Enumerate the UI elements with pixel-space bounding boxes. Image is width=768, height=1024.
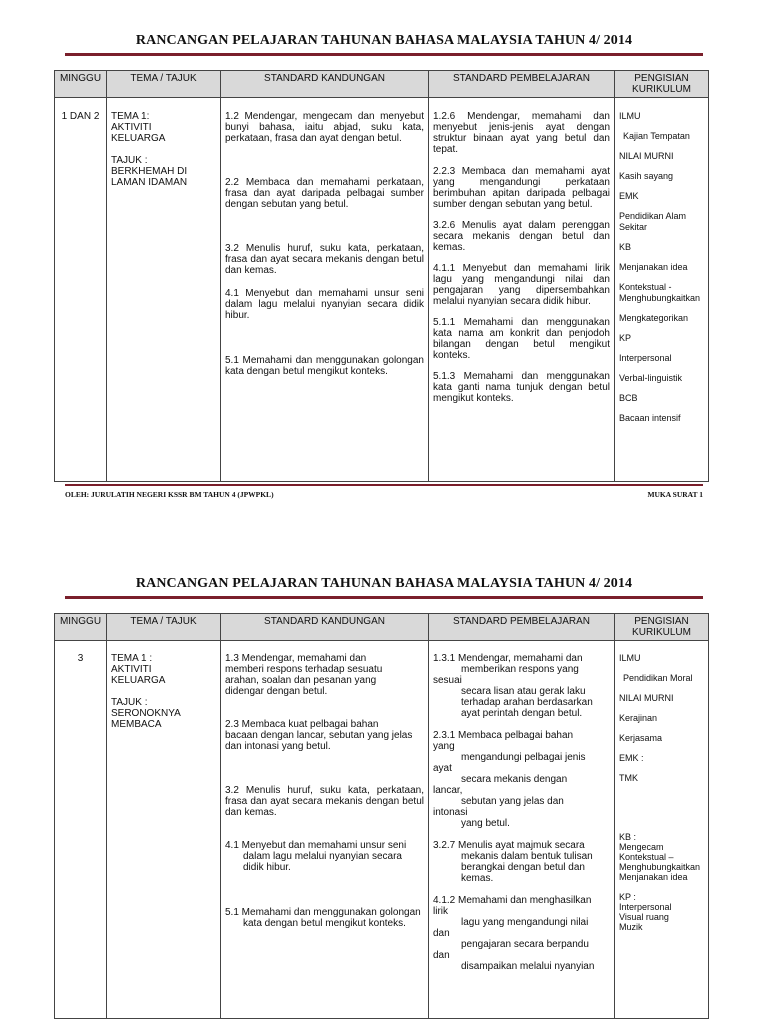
kandungan-item: 1.3 Mendengar, memahami dan memberi respons terhadap sesuatu arahan, soalan dan pesanan yang didengar dengan betul. (225, 653, 383, 697)
pengisian-cell (615, 98, 709, 482)
minggu-cell: 1 DAN 2 (55, 98, 107, 482)
kandungan-item: 5.1 Memahami dan menggunakan golongan kata dengan betul mengikut konteks. (225, 355, 424, 377)
pembelajaran-line: ayat perintah dengan betul. (461, 708, 583, 719)
tema-label: TEMA 1 : (111, 653, 153, 664)
pengisian-item: NILAI MURNI (619, 693, 674, 703)
kandungan-item: 3.2 Menulis huruf, suku kata, perkataan, frasa dan ayat secara mekanis dengan betul dan kemas. (225, 785, 424, 818)
pengisian-item: EMK (619, 191, 639, 201)
tema-line: KELUARGA (111, 133, 166, 144)
page1-footer (65, 490, 703, 499)
pengisian-item: Visual ruang (619, 912, 669, 922)
pengisian-item: Bacaan intensif (619, 413, 681, 423)
tema-cell (107, 641, 221, 1019)
pengisian-item: Mengkategorikan (619, 313, 689, 323)
pembelajaran-line: sesuai (433, 675, 462, 686)
pengisian-item: ILMU (619, 653, 641, 663)
pembelajaran-item (433, 895, 610, 972)
pembelajaran-line: 1.3.1 Mendengar, memahami dan (433, 653, 583, 664)
page1-footer-rule (65, 484, 703, 486)
pengisian-item: Interpersonal (619, 353, 672, 363)
pengisian-item: Kajian Tempatan (623, 131, 690, 141)
pembelajaran-item (433, 840, 610, 884)
tema-cell (107, 98, 221, 482)
pembelajaran-line: lancar, (433, 785, 463, 796)
col-header-tema: TEMA / TAJUK (107, 71, 221, 98)
tema-line: KELUARGA (111, 675, 166, 686)
page-number: MUKA SURAT 1 (647, 490, 703, 499)
tajuk-label: TAJUK : (111, 155, 148, 166)
pembelajaran-item: 2.2.3 Membaca dan memahami ayat yang mengandungi perkataan berimbuhan apitan daripada pelbagai sumber dengan sebutan yang betul. (433, 166, 610, 210)
pembelajaran-line: memberikan respons yang (461, 664, 579, 675)
pengisian-item: KP : (619, 892, 636, 902)
kandungan-cell (221, 98, 429, 482)
pengisian-item: ILMU (619, 111, 641, 121)
kandungan-item-cont: kata dengan betul mengikut konteks. (243, 918, 406, 929)
pembelajaran-cell (429, 641, 615, 1019)
col-header-tema: TEMA / TAJUK (107, 614, 221, 641)
pengisian-item: Menghubungkaitkan (619, 862, 701, 872)
tajuk-line: LAMAN IDAMAN (111, 177, 188, 188)
pembelajaran-item: 4.1.1 Menyebut dan memahami lirik lagu yang mengandungi nilai dan pengajaran yang dipersembahkan melalui nyanyian secara didik hibur. (433, 263, 610, 307)
pembelajaran-item: 3.2.6 Menulis ayat dalam perenggan secara mekanis dengan betul dan kemas. (433, 220, 610, 253)
kandungan-item: 2.2 Membaca dan memahami perkataan, frasa dan ayat daripada pelbagai sumber dengan sebutan yang betul. (225, 177, 424, 210)
kandungan-item: 2.3 Membaca kuat pelbagai bahan bacaan dengan lancar, sebutan yang jelas dan intonasi yang betul. (225, 719, 413, 752)
pengisian-item: KB : (619, 832, 637, 842)
pembelajaran-line: yang betul. (461, 818, 510, 829)
pembelajaran-item (433, 730, 610, 829)
col-header-kandungan: STANDARD KANDUNGAN (221, 71, 429, 98)
pembelajaran-line: mekanis dalam bentuk tulisan (461, 851, 593, 862)
page1-row (55, 98, 709, 482)
pembelajaran-cell (429, 98, 615, 482)
pembelajaran-line: mengandungi pelbagai jenis (461, 752, 586, 763)
page1-header-row (55, 71, 709, 98)
pengisian-item: Mengecam (619, 842, 664, 852)
tajuk-line: SERONOKNYA (111, 708, 181, 719)
pengisian-item: Menjanakan idea (619, 262, 688, 272)
pembelajaran-line: berangkai dengan betul dan (461, 862, 585, 873)
page2-header-row (55, 614, 709, 641)
pembelajaran-line: 4.1.2 Memahami dan menghasilkan (433, 895, 592, 906)
pengisian-item: Kontekstual – (619, 852, 674, 862)
tema-line: AKTIVITI (111, 664, 152, 675)
tajuk-line: MEMBACA (111, 719, 162, 730)
pembelajaran-line: disampaikan melalui nyanyian (461, 961, 595, 972)
pembelajaran-item (433, 653, 610, 719)
pengisian-kb-block (619, 832, 704, 932)
col-header-pembelajaran: STANDARD PEMBELAJARAN (429, 71, 615, 98)
pembelajaran-item: 5.1.1 Memahami dan menggunakan kata nama am konkrit dan penjodoh bilangan dengan betul mengikut konteks. (433, 317, 610, 361)
pengisian-item: Kontekstual -Menghubungkaitkan (619, 282, 701, 303)
pembelajaran-line: dan (433, 928, 450, 939)
col-header-minggu: MINGGU (55, 614, 107, 641)
pembelajaran-line: lirik (433, 906, 448, 917)
pengisian-item: Muzik (619, 922, 643, 932)
pembelajaran-line: secara lisan atau gerak laku (461, 686, 586, 697)
pembelajaran-line: 2.3.1 Membaca pelbagai bahan (433, 730, 574, 741)
page1-title: RANCANGAN PELAJARAN TAHUNAN BAHASA MALAYSIA TAHUN 4/ 2014 (135, 33, 633, 48)
kandungan-item: 3.2 Menulis huruf, suku kata, perkataan, frasa dan ayat secara mekanis dengan betul dan kemas. (225, 243, 424, 276)
pembelajaran-line: kemas. (461, 873, 494, 884)
kandungan-item: 4.1 Menyebut dan memahami unsur seni dalam lagu melalui nyanyian secara didik hibur. (225, 288, 424, 321)
pengisian-item: Pendidikan Moral (623, 673, 693, 683)
pengisian-item: BCB (619, 393, 638, 403)
tema-label: TEMA 1: (111, 111, 150, 122)
pengisian-item: EMK : (619, 753, 644, 763)
tajuk-line: BERKHEMAH DI (111, 166, 188, 177)
col-header-minggu: MINGGU (55, 71, 107, 98)
kandungan-item: 4.1 Menyebut dan memahami unsur seni (225, 840, 407, 851)
minggu-cell: 3 (55, 641, 107, 1019)
col-header-pengisian: PENGISIAN KURIKULUM (615, 614, 709, 641)
kandungan-cell (221, 641, 429, 1019)
pengisian-item: Kasih sayang (619, 171, 674, 181)
pengisian-item: Pendidikan Alam Sekitar (619, 211, 687, 232)
pengisian-item: KP (619, 333, 632, 343)
tajuk-label: TAJUK : (111, 697, 148, 708)
pembelajaran-line: ayat (433, 763, 452, 774)
col-header-pengisian: PENGISIAN KURIKULUM (615, 71, 709, 98)
page2-table (54, 613, 709, 1019)
pengisian-cell (615, 641, 709, 1019)
page2-title-rule (65, 596, 703, 599)
pembelajaran-line: yang (433, 741, 455, 752)
pembelajaran-line: 3.2.7 Menulis ayat majmuk secara (433, 840, 585, 851)
page2-row (55, 641, 709, 1019)
page1-title-rule (65, 53, 703, 56)
pengisian-item: Verbal-linguistik (619, 373, 683, 383)
pengisian-item: Kerjasama (619, 733, 663, 743)
pembelajaran-line: pengajaran secara berpandu (461, 939, 589, 950)
pengisian-item: NILAI MURNI (619, 151, 674, 161)
pembelajaran-line: dan (433, 950, 450, 961)
pembelajaran-line: intonasi (433, 807, 468, 818)
col-header-kandungan: STANDARD KANDUNGAN (221, 614, 429, 641)
page2-title: RANCANGAN PELAJARAN TAHUNAN BAHASA MALAYSIA TAHUN 4/ 2014 (135, 576, 633, 591)
pembelajaran-item: 5.1.3 Memahami dan menggunakan kata ganti nama tunjuk dengan betul mengikut konteks. (433, 371, 610, 404)
page1-table (54, 70, 709, 482)
pembelajaran-line: secara mekanis dengan (461, 774, 568, 785)
pembelajaran-line: lagu yang mengandungi nilai (461, 917, 589, 928)
pengisian-item: Interpersonal (619, 902, 672, 912)
tema-line: AKTIVITI (111, 122, 152, 133)
kandungan-item-cont: dalam lagu melalui nyanyian secara didik hibur. (243, 851, 402, 873)
pembelajaran-line: terhadap arahan berdasarkan (461, 697, 593, 708)
col-header-pembelajaran: STANDARD PEMBELAJARAN (429, 614, 615, 641)
pengisian-item: Menjanakan idea (619, 872, 688, 882)
pembelajaran-line: sebutan yang jelas dan (461, 796, 564, 807)
pengisian-item: Kerajinan (619, 713, 658, 723)
pembelajaran-item: 1.2.6 Mendengar, memahami dan menyebut jenis-jenis ayat dengan struktur binaan ayat yang betul dan tepat. (433, 111, 610, 155)
footer-left-text: OLEH: JURULATIH NEGERI KSSR BM TAHUN 4 (JPWPKL) (65, 490, 274, 499)
pengisian-item: KB (619, 242, 632, 252)
pengisian-item: TMK (619, 773, 638, 783)
kandungan-item: 5.1 Memahami dan menggunakan golongan (225, 907, 421, 918)
kandungan-item: 1.2 Mendengar, mengecam dan menyebut bunyi bahasa, iaitu abjad, suku kata, perkataan, frasa dan ayat dengan betul. (225, 111, 424, 144)
